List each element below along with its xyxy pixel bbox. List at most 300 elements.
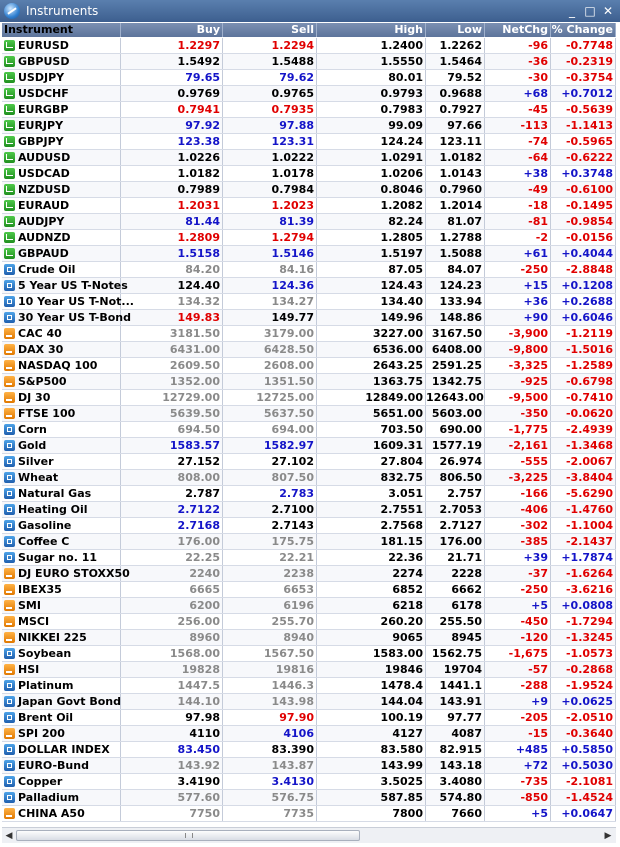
- percent-change: -0.5965: [551, 134, 616, 149]
- instrument-name: AUDUSD: [18, 151, 71, 164]
- high-price: 4127: [317, 726, 426, 741]
- commodity-icon: [4, 520, 15, 531]
- buy-price[interactable]: 2.787: [121, 486, 223, 501]
- instrument-cell: [2, 438, 121, 453]
- percent-change: -1.3245: [551, 630, 616, 645]
- instrument-name: NZDUSD: [18, 183, 71, 196]
- buy-price[interactable]: 123.38: [121, 134, 223, 149]
- instrument-name: USDCAD: [18, 167, 70, 180]
- sell-price[interactable]: 8940: [223, 630, 317, 645]
- percent-change: -3.8404: [551, 470, 616, 485]
- low-price: 1.5088: [426, 246, 485, 261]
- index-icon: [4, 568, 15, 579]
- net-change: -57: [485, 662, 551, 677]
- high-price: 22.36: [317, 550, 426, 565]
- buy-price[interactable]: 4110: [121, 726, 223, 741]
- forex-icon: [4, 216, 15, 227]
- net-change: +68: [485, 86, 551, 101]
- net-change: +5: [485, 598, 551, 613]
- instrument-name: GBPJPY: [18, 135, 64, 148]
- instrument-name: Platinum: [18, 679, 74, 692]
- buy-price[interactable]: 97.98: [121, 710, 223, 725]
- table-row[interactable]: [2, 582, 616, 598]
- sell-price[interactable]: 1567.50: [223, 646, 317, 661]
- net-change: -450: [485, 614, 551, 629]
- buy-price[interactable]: 22.25: [121, 550, 223, 565]
- buy-price[interactable]: 143.92: [121, 758, 223, 773]
- net-change: -302: [485, 518, 551, 533]
- sell-price[interactable]: 6653: [223, 582, 317, 597]
- buy-price[interactable]: 1.2297: [121, 38, 223, 53]
- sell-price[interactable]: 2.7143: [223, 518, 317, 533]
- buy-price[interactable]: 6431.00: [121, 342, 223, 357]
- table-row[interactable]: [2, 294, 616, 310]
- instrument-name: Corn: [18, 423, 47, 436]
- table-row[interactable]: [2, 310, 616, 326]
- table-row[interactable]: [2, 470, 616, 486]
- commodity-icon: [4, 536, 15, 547]
- commodity-icon: [4, 312, 15, 323]
- instrument-cell: [2, 390, 121, 405]
- low-price: 2228: [426, 566, 485, 581]
- buy-price[interactable]: 0.9769: [121, 86, 223, 101]
- table-row[interactable]: [2, 758, 616, 774]
- buy-price[interactable]: 694.50: [121, 422, 223, 437]
- table-row[interactable]: [2, 438, 616, 454]
- commodity-icon: [4, 488, 15, 499]
- commodity-icon: [4, 440, 15, 451]
- percent-change: -1.7294: [551, 614, 616, 629]
- sell-price[interactable]: 0.7984: [223, 182, 317, 197]
- percent-change: +0.5850: [551, 742, 616, 757]
- net-change: +39: [485, 550, 551, 565]
- sell-price[interactable]: 1582.97: [223, 438, 317, 453]
- table-row[interactable]: [2, 694, 616, 710]
- instrument-cell: [2, 150, 121, 165]
- high-price: 0.8046: [317, 182, 426, 197]
- instrument-name: EURAUD: [18, 199, 70, 212]
- sell-price[interactable]: 0.9765: [223, 86, 317, 101]
- buy-price[interactable]: 1447.5: [121, 678, 223, 693]
- table-row[interactable]: [2, 598, 616, 614]
- high-price: 124.24: [317, 134, 426, 149]
- instrument-cell: [2, 502, 121, 517]
- high-price: 1478.4: [317, 678, 426, 693]
- buy-price[interactable]: 8960: [121, 630, 223, 645]
- buy-price[interactable]: 6665: [121, 582, 223, 597]
- percent-change: -0.0156: [551, 230, 616, 245]
- high-price: 82.24: [317, 214, 426, 229]
- buy-price[interactable]: 176.00: [121, 534, 223, 549]
- table-row[interactable]: [2, 278, 616, 294]
- buy-price[interactable]: 6200: [121, 598, 223, 613]
- sell-price[interactable]: 124.36: [223, 278, 317, 293]
- table-row[interactable]: [2, 422, 616, 438]
- sell-price[interactable]: 2.783: [223, 486, 317, 501]
- sell-price[interactable]: 2.7100: [223, 502, 317, 517]
- table-row[interactable]: [2, 790, 616, 806]
- table-row[interactable]: [2, 38, 616, 54]
- sell-price[interactable]: 7735: [223, 806, 317, 821]
- forex-icon: [4, 120, 15, 131]
- net-change: -81: [485, 214, 551, 229]
- buy-price[interactable]: 79.65: [121, 70, 223, 85]
- instrument-name: Natural Gas: [18, 487, 92, 500]
- low-price: 574.80: [426, 790, 485, 805]
- buy-price[interactable]: 5639.50: [121, 406, 223, 421]
- buy-price[interactable]: 1352.00: [121, 374, 223, 389]
- table-row[interactable]: [2, 134, 616, 150]
- scrollbar-thumb[interactable]: [16, 830, 360, 841]
- high-price: 19846: [317, 662, 426, 677]
- buy-price[interactable]: 12729.00: [121, 390, 223, 405]
- index-icon: [4, 728, 15, 739]
- instrument-cell: [2, 38, 121, 53]
- percent-change: +0.6046: [551, 310, 616, 325]
- high-price: 6852: [317, 582, 426, 597]
- sell-price[interactable]: 83.390: [223, 742, 317, 757]
- percent-change: -0.9854: [551, 214, 616, 229]
- index-icon: [4, 632, 15, 643]
- buy-price[interactable]: 2.7168: [121, 518, 223, 533]
- sell-price[interactable]: 97.90: [223, 710, 317, 725]
- instrument-cell: [2, 374, 121, 389]
- table-row[interactable]: [2, 214, 616, 230]
- table-row[interactable]: [2, 54, 616, 70]
- sell-price[interactable]: 576.75: [223, 790, 317, 805]
- col-header-sell[interactable]: Sell: [223, 23, 317, 37]
- instrument-name: GBPAUD: [18, 247, 69, 260]
- buy-price[interactable]: 134.32: [121, 294, 223, 309]
- buy-price[interactable]: 1.0226: [121, 150, 223, 165]
- net-change: -15: [485, 726, 551, 741]
- buy-price[interactable]: 19828: [121, 662, 223, 677]
- high-price: 1609.31: [317, 438, 426, 453]
- low-price: 124.23: [426, 278, 485, 293]
- table-row[interactable]: [2, 342, 616, 358]
- table-row[interactable]: [2, 630, 616, 646]
- table-row[interactable]: [2, 454, 616, 470]
- net-change: -45: [485, 102, 551, 117]
- sell-price[interactable]: 1.2794: [223, 230, 317, 245]
- sell-price[interactable]: 97.88: [223, 118, 317, 133]
- sell-price[interactable]: 84.16: [223, 262, 317, 277]
- instrument-cell: [2, 214, 121, 229]
- index-icon: [4, 664, 15, 675]
- instrument-cell: [2, 550, 121, 565]
- net-change: +15: [485, 278, 551, 293]
- high-price: 143.99: [317, 758, 426, 773]
- table-row[interactable]: [2, 262, 616, 278]
- forex-icon: [4, 200, 15, 211]
- instrument-cell: [2, 710, 121, 725]
- net-change: -205: [485, 710, 551, 725]
- percent-change: -1.4524: [551, 790, 616, 805]
- forex-icon: [4, 104, 15, 115]
- restore-button[interactable]: □: [584, 4, 596, 18]
- commodity-icon: [4, 280, 15, 291]
- buy-price[interactable]: 83.450: [121, 742, 223, 757]
- table-row[interactable]: [2, 182, 616, 198]
- net-change: +36: [485, 294, 551, 309]
- horizontal-scrollbar[interactable]: [2, 827, 616, 843]
- table-row[interactable]: [2, 118, 616, 134]
- low-price: 7660: [426, 806, 485, 821]
- high-price: 6536.00: [317, 342, 426, 357]
- sell-price[interactable]: 143.87: [223, 758, 317, 773]
- table-row[interactable]: [2, 502, 616, 518]
- net-change: -1,675: [485, 646, 551, 661]
- buy-price[interactable]: 149.83: [121, 310, 223, 325]
- net-change: -37: [485, 566, 551, 581]
- percent-change: +0.0647: [551, 806, 616, 821]
- sell-price[interactable]: 255.70: [223, 614, 317, 629]
- sell-price[interactable]: 81.39: [223, 214, 317, 229]
- sell-price[interactable]: 1.0222: [223, 150, 317, 165]
- sell-price[interactable]: 2608.00: [223, 358, 317, 373]
- table-row[interactable]: [2, 774, 616, 790]
- instrument-cell: [2, 198, 121, 213]
- sell-price[interactable]: 27.102: [223, 454, 317, 469]
- close-button[interactable]: ✕: [602, 4, 614, 18]
- buy-price[interactable]: 0.7989: [121, 182, 223, 197]
- table-row[interactable]: [2, 246, 616, 262]
- buy-price[interactable]: 3.4190: [121, 774, 223, 789]
- table-row[interactable]: [2, 646, 616, 662]
- instrument-name: GBPUSD: [18, 55, 70, 68]
- sell-price[interactable]: 2238: [223, 566, 317, 581]
- net-change: -64: [485, 150, 551, 165]
- instrument-name: 10 Year US T-Not...: [18, 295, 134, 308]
- high-price: 0.9793: [317, 86, 426, 101]
- buy-price[interactable]: 124.40: [121, 278, 223, 293]
- forex-icon: [4, 232, 15, 243]
- sell-price[interactable]: 1.2294: [223, 38, 317, 53]
- sell-price[interactable]: 22.21: [223, 550, 317, 565]
- buy-price[interactable]: 256.00: [121, 614, 223, 629]
- table-row[interactable]: [2, 662, 616, 678]
- buy-price[interactable]: 2240: [121, 566, 223, 581]
- high-price: 83.580: [317, 742, 426, 757]
- forex-icon: [4, 136, 15, 147]
- low-price: 3.4080: [426, 774, 485, 789]
- buy-price[interactable]: 97.92: [121, 118, 223, 133]
- high-price: 181.15: [317, 534, 426, 549]
- buy-price[interactable]: 2609.50: [121, 358, 223, 373]
- col-header-pct-change[interactable]: % Change: [551, 23, 616, 37]
- buy-price[interactable]: 81.44: [121, 214, 223, 229]
- instrument-name: Soybean: [18, 647, 72, 660]
- forex-icon: [4, 56, 15, 67]
- net-change: -74: [485, 134, 551, 149]
- sell-price[interactable]: 1.2023: [223, 198, 317, 213]
- sell-price[interactable]: 1446.3: [223, 678, 317, 693]
- table-row[interactable]: [2, 566, 616, 582]
- net-change: -1,775: [485, 422, 551, 437]
- net-change: +61: [485, 246, 551, 261]
- low-price: 2591.25: [426, 358, 485, 373]
- buy-price[interactable]: 7750: [121, 806, 223, 821]
- percent-change: -1.2119: [551, 326, 616, 341]
- sell-price[interactable]: 143.98: [223, 694, 317, 709]
- instrument-cell: [2, 406, 121, 421]
- sell-price[interactable]: 1.0178: [223, 166, 317, 181]
- low-price: 806.50: [426, 470, 485, 485]
- sell-price[interactable]: 149.77: [223, 310, 317, 325]
- net-change: -166: [485, 486, 551, 501]
- table-row[interactable]: [2, 70, 616, 86]
- instrument-name: SMI: [18, 599, 41, 612]
- high-price: 1.2082: [317, 198, 426, 213]
- col-header-buy[interactable]: Buy: [121, 23, 223, 37]
- low-price: 2.7127: [426, 518, 485, 533]
- sell-price[interactable]: 12725.00: [223, 390, 317, 405]
- sell-price[interactable]: 1351.50: [223, 374, 317, 389]
- forex-icon: [4, 40, 15, 51]
- sell-price[interactable]: 1.5146: [223, 246, 317, 261]
- instrument-name: Palladium: [18, 791, 80, 804]
- sell-price[interactable]: 807.50: [223, 470, 317, 485]
- sell-price[interactable]: 79.62: [223, 70, 317, 85]
- percent-change: +0.7012: [551, 86, 616, 101]
- table-row[interactable]: [2, 374, 616, 390]
- percent-change: -0.1495: [551, 198, 616, 213]
- buy-price[interactable]: 0.7941: [121, 102, 223, 117]
- sell-price[interactable]: 0.7935: [223, 102, 317, 117]
- sell-price[interactable]: 3179.00: [223, 326, 317, 341]
- table-row[interactable]: [2, 614, 616, 630]
- minimize-button[interactable]: _: [569, 4, 575, 18]
- table-row[interactable]: [2, 678, 616, 694]
- commodity-icon: [4, 648, 15, 659]
- buy-price[interactable]: 1.5492: [121, 54, 223, 69]
- high-price: 149.96: [317, 310, 426, 325]
- low-price: 2.7053: [426, 502, 485, 517]
- high-price: 99.09: [317, 118, 426, 133]
- sell-price[interactable]: 4106: [223, 726, 317, 741]
- net-change: -30: [485, 70, 551, 85]
- buy-price[interactable]: 3181.50: [121, 326, 223, 341]
- low-price: 1441.1: [426, 678, 485, 693]
- col-header-netchg[interactable]: NetChg: [485, 23, 551, 37]
- high-price: 6218: [317, 598, 426, 613]
- sell-price[interactable]: 3.4130: [223, 774, 317, 789]
- window-titlebar[interactable]: [0, 0, 620, 22]
- sell-price[interactable]: 5637.50: [223, 406, 317, 421]
- buy-price[interactable]: 144.10: [121, 694, 223, 709]
- table-row[interactable]: [2, 486, 616, 502]
- buy-price[interactable]: 808.00: [121, 470, 223, 485]
- table-row[interactable]: [2, 198, 616, 214]
- grip-icon: [185, 833, 193, 838]
- buy-price[interactable]: 84.20: [121, 262, 223, 277]
- buy-price[interactable]: 1.2031: [121, 198, 223, 213]
- buy-price[interactable]: 2.7122: [121, 502, 223, 517]
- high-price: 0.7983: [317, 102, 426, 117]
- instrument-cell: [2, 662, 121, 677]
- commodity-icon: [4, 712, 15, 723]
- table-row[interactable]: [2, 326, 616, 342]
- buy-price[interactable]: 1.0182: [121, 166, 223, 181]
- high-price: 2.7551: [317, 502, 426, 517]
- sell-price[interactable]: 123.31: [223, 134, 317, 149]
- sell-price[interactable]: 19816: [223, 662, 317, 677]
- table-row[interactable]: [2, 102, 616, 118]
- sell-price[interactable]: 134.27: [223, 294, 317, 309]
- table-row[interactable]: [2, 390, 616, 406]
- table-row[interactable]: [2, 742, 616, 758]
- sell-price[interactable]: 6196: [223, 598, 317, 613]
- instrument-cell: [2, 278, 128, 293]
- instrument-cell: [2, 310, 132, 325]
- instrument-cell: [2, 630, 121, 645]
- sell-price[interactable]: 1.5488: [223, 54, 317, 69]
- percent-change: +0.4044: [551, 246, 616, 261]
- sell-price[interactable]: 175.75: [223, 534, 317, 549]
- percent-change: -0.0620: [551, 406, 616, 421]
- table-row[interactable]: [2, 166, 616, 182]
- table-row[interactable]: [2, 534, 616, 550]
- net-change: +38: [485, 166, 551, 181]
- col-header-instrument[interactable]: Instrument: [2, 23, 121, 37]
- low-price: 82.915: [426, 742, 485, 757]
- percent-change: -1.0573: [551, 646, 616, 661]
- scroll-left-icon[interactable]: ◀: [5, 831, 13, 841]
- index-icon: [4, 376, 15, 387]
- buy-price[interactable]: 1.2809: [121, 230, 223, 245]
- table-row[interactable]: [2, 358, 616, 374]
- table-row[interactable]: [2, 86, 616, 102]
- high-price: 2643.25: [317, 358, 426, 373]
- low-price: 5603.00: [426, 406, 485, 421]
- buy-price[interactable]: 27.152: [121, 454, 223, 469]
- table-row[interactable]: [2, 726, 616, 742]
- table-row[interactable]: [2, 518, 616, 534]
- scroll-right-icon[interactable]: ▶: [604, 831, 612, 841]
- high-price: 1583.00: [317, 646, 426, 661]
- buy-price[interactable]: 577.60: [121, 790, 223, 805]
- table-row[interactable]: [2, 406, 616, 422]
- col-header-low[interactable]: Low: [426, 23, 485, 37]
- table-row[interactable]: [2, 550, 616, 566]
- sell-price[interactable]: 694.00: [223, 422, 317, 437]
- instrument-cell: [2, 54, 121, 69]
- sell-price[interactable]: 6428.50: [223, 342, 317, 357]
- low-price: 21.71: [426, 550, 485, 565]
- buy-price[interactable]: 1568.00: [121, 646, 223, 661]
- col-header-high[interactable]: High: [317, 23, 426, 37]
- low-price: 0.9688: [426, 86, 485, 101]
- commodity-icon: [4, 424, 15, 435]
- net-change: -18: [485, 198, 551, 213]
- high-price: 9065: [317, 630, 426, 645]
- instrument-name: Gold: [18, 439, 47, 452]
- high-price: 1.0291: [317, 150, 426, 165]
- high-price: 12849.00: [317, 390, 426, 405]
- buy-price[interactable]: 1.5158: [121, 246, 223, 261]
- instrument-cell: [2, 262, 121, 277]
- instrument-cell: [2, 246, 121, 261]
- table-row[interactable]: [2, 806, 616, 822]
- commodity-icon: [4, 296, 15, 307]
- index-icon: [4, 360, 15, 371]
- low-price: 4087: [426, 726, 485, 741]
- buy-price[interactable]: 1583.57: [121, 438, 223, 453]
- index-icon: [4, 600, 15, 611]
- table-row[interactable]: [2, 710, 616, 726]
- table-row[interactable]: [2, 150, 616, 166]
- table-row[interactable]: [2, 230, 616, 246]
